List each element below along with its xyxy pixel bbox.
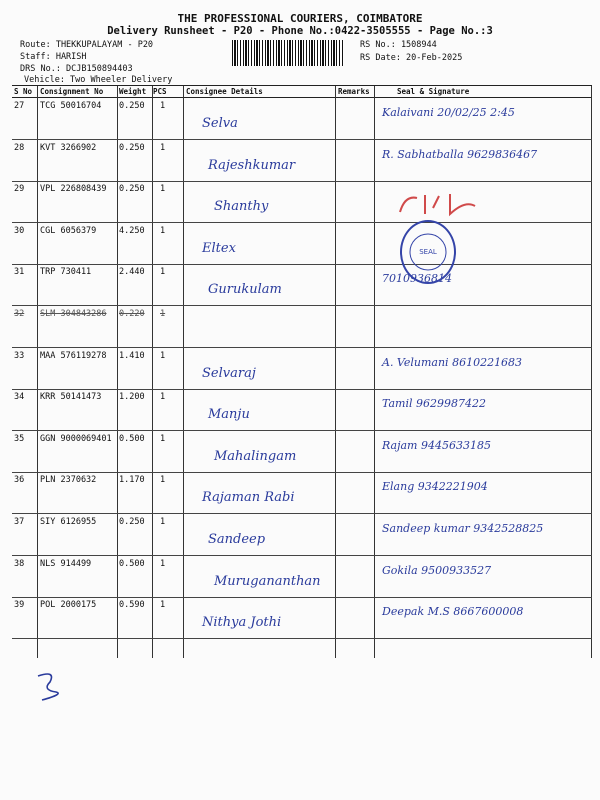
row-weight: 0.590 (119, 600, 145, 611)
rs-date-label: RS Date: 20-Feb-2025 (360, 53, 463, 63)
seal-signature: A. Velumani 8610221683 (382, 355, 523, 369)
seal-signature: Deepak M.S 8667600008 (382, 605, 524, 619)
table-row (12, 223, 592, 265)
row-pcs: 1 (160, 309, 166, 319)
row-consignment: CGL 6056379 (40, 225, 97, 236)
table-row (12, 348, 592, 390)
seal-signature: Tamil 9629987422 (382, 397, 486, 411)
row-sno: 39 (14, 600, 25, 611)
consignee-signature-name: Mahalingam (214, 448, 297, 464)
row-consignment: POL 2000175 (40, 600, 97, 611)
table-row (12, 140, 592, 182)
row-sno: 33 (14, 350, 25, 361)
svg-text:SEAL: SEAL (419, 248, 437, 256)
row-pcs: 1 (160, 184, 166, 195)
row-consignment: TRP 730411 (40, 267, 92, 278)
row-consignment: KRR 50141473 (40, 392, 102, 403)
row-sno: 28 (14, 142, 25, 153)
row-pcs: 1 (160, 392, 166, 403)
row-weight: 0.250 (119, 517, 145, 527)
row-pcs: 1 (160, 101, 166, 111)
company-seal-stamp (400, 220, 456, 284)
staff-label: Staff: HARISH (20, 52, 87, 62)
runsheet-table (12, 85, 592, 658)
row-weight: 0.250 (119, 101, 145, 111)
row-pcs: 1 (160, 433, 166, 444)
row-weight: 1.410 (119, 350, 145, 361)
row-weight: 0.220 (119, 309, 145, 319)
route-label: Route: THEKKUPALAYAM - P20 (20, 40, 154, 50)
row-sno: 30 (14, 225, 25, 236)
row-weight: 2.440 (119, 267, 145, 278)
runsheet-title: Delivery Runsheet - P20 - Phone No.:0422-3505555 - Page No.:3 (107, 25, 493, 37)
seal-signature: R. Sabhatballa 9629836467 (382, 147, 538, 161)
table-row (12, 389, 592, 431)
barcode (232, 40, 344, 66)
table-row (12, 597, 592, 639)
table-row (12, 472, 592, 514)
row-consignment: SLM 304843286 (40, 309, 107, 319)
seal-signature: Rajam 9445633185 (382, 438, 491, 452)
row-sno: 35 (14, 433, 25, 444)
table-row (12, 98, 592, 140)
col-consignee: Consignee Details (186, 87, 263, 96)
col-pcs: PCS (153, 87, 167, 96)
row-pcs: 1 (160, 267, 166, 278)
consignee-signature-name: Sandeep (208, 532, 266, 547)
consignee-signature-name: Rajeshkumar (208, 157, 296, 173)
consignee-signature-name: Manju (208, 407, 250, 423)
red-ink-mark (395, 190, 515, 220)
drs-label: DRS No.: DCJB150894403 (20, 64, 133, 74)
row-pcs: 1 (160, 600, 166, 611)
row-pcs: 1 (160, 517, 166, 527)
row-sno: 36 (14, 475, 25, 486)
seal-signature: 7010936814 (382, 272, 452, 286)
pen-scribble (34, 668, 74, 708)
seal-signature: Gokila 9500933527 (382, 563, 492, 577)
row-sno: 29 (14, 184, 25, 195)
seal-signature: Sandeep kumar 9342528825 (382, 522, 544, 535)
row-consignment: MAA 576119278 (40, 350, 107, 361)
consignee-signature-name: Eltex (202, 240, 236, 256)
row-weight: 0.500 (119, 558, 145, 569)
row-weight: 0.250 (119, 142, 145, 153)
consignee-signature-name: Nithya Jothi (202, 615, 282, 631)
row-consignment: PLN 2370632 (40, 475, 97, 486)
seal-signature: Kalaivani 20/02/25 2:45 (382, 106, 515, 119)
row-sno: 32 (14, 309, 25, 319)
table-row (12, 306, 592, 348)
row-consignment: TCG 50016704 (40, 101, 102, 111)
table-header (12, 86, 592, 98)
row-consignment: KVT 3266902 (40, 142, 97, 153)
company-title: THE PROFESSIONAL COURIERS, COIMBATORE (177, 12, 423, 25)
row-pcs: 1 (160, 142, 166, 153)
row-weight: 0.250 (119, 184, 145, 195)
col-remarks: Remarks (338, 87, 370, 96)
row-pcs: 1 (160, 225, 166, 236)
row-consignment: NLS 914499 (40, 558, 92, 569)
row-pcs: 1 (160, 350, 166, 361)
consignee-signature-name: Selvaraj (202, 365, 256, 381)
rs-no-label: RS No.: 1508944 (360, 40, 437, 50)
col-sno: S No (14, 87, 33, 96)
row-sno: 38 (14, 558, 25, 569)
consignee-signature-name: Gurukulam (208, 282, 282, 298)
consignee-signature-name: Selva (202, 116, 238, 131)
table-row (12, 431, 592, 473)
row-sno: 34 (14, 392, 25, 403)
row-pcs: 1 (160, 475, 166, 486)
consignee-signature-name: Rajaman Rabi (202, 490, 295, 506)
row-pcs: 1 (160, 558, 166, 569)
table-row (12, 556, 592, 598)
table-row (12, 264, 592, 306)
row-sno: 37 (14, 517, 25, 527)
col-consignment: Consignment No (40, 87, 104, 96)
consignee-signature-name: Shanthy (214, 199, 269, 215)
row-weight: 0.500 (119, 433, 145, 444)
row-sno: 31 (14, 267, 25, 278)
col-weight: Weight (119, 87, 147, 96)
row-consignment: SIY 6126955 (40, 517, 97, 527)
row-consignment: GGN 9000069401 (40, 433, 112, 444)
row-weight: 1.170 (119, 475, 145, 486)
table-row (12, 514, 592, 556)
row-sno: 27 (14, 101, 25, 111)
col-seal: Seal & Signature (397, 87, 470, 96)
consignee-signature-name: Murugananthan (214, 573, 321, 589)
seal-signature: Elang 9342221904 (382, 480, 488, 494)
row-weight: 1.200 (119, 392, 145, 403)
row-consignment: VPL 226808439 (40, 184, 107, 195)
row-weight: 4.250 (119, 225, 145, 236)
vehicle-label: Vehicle: Two Wheeler Delivery (24, 75, 173, 85)
